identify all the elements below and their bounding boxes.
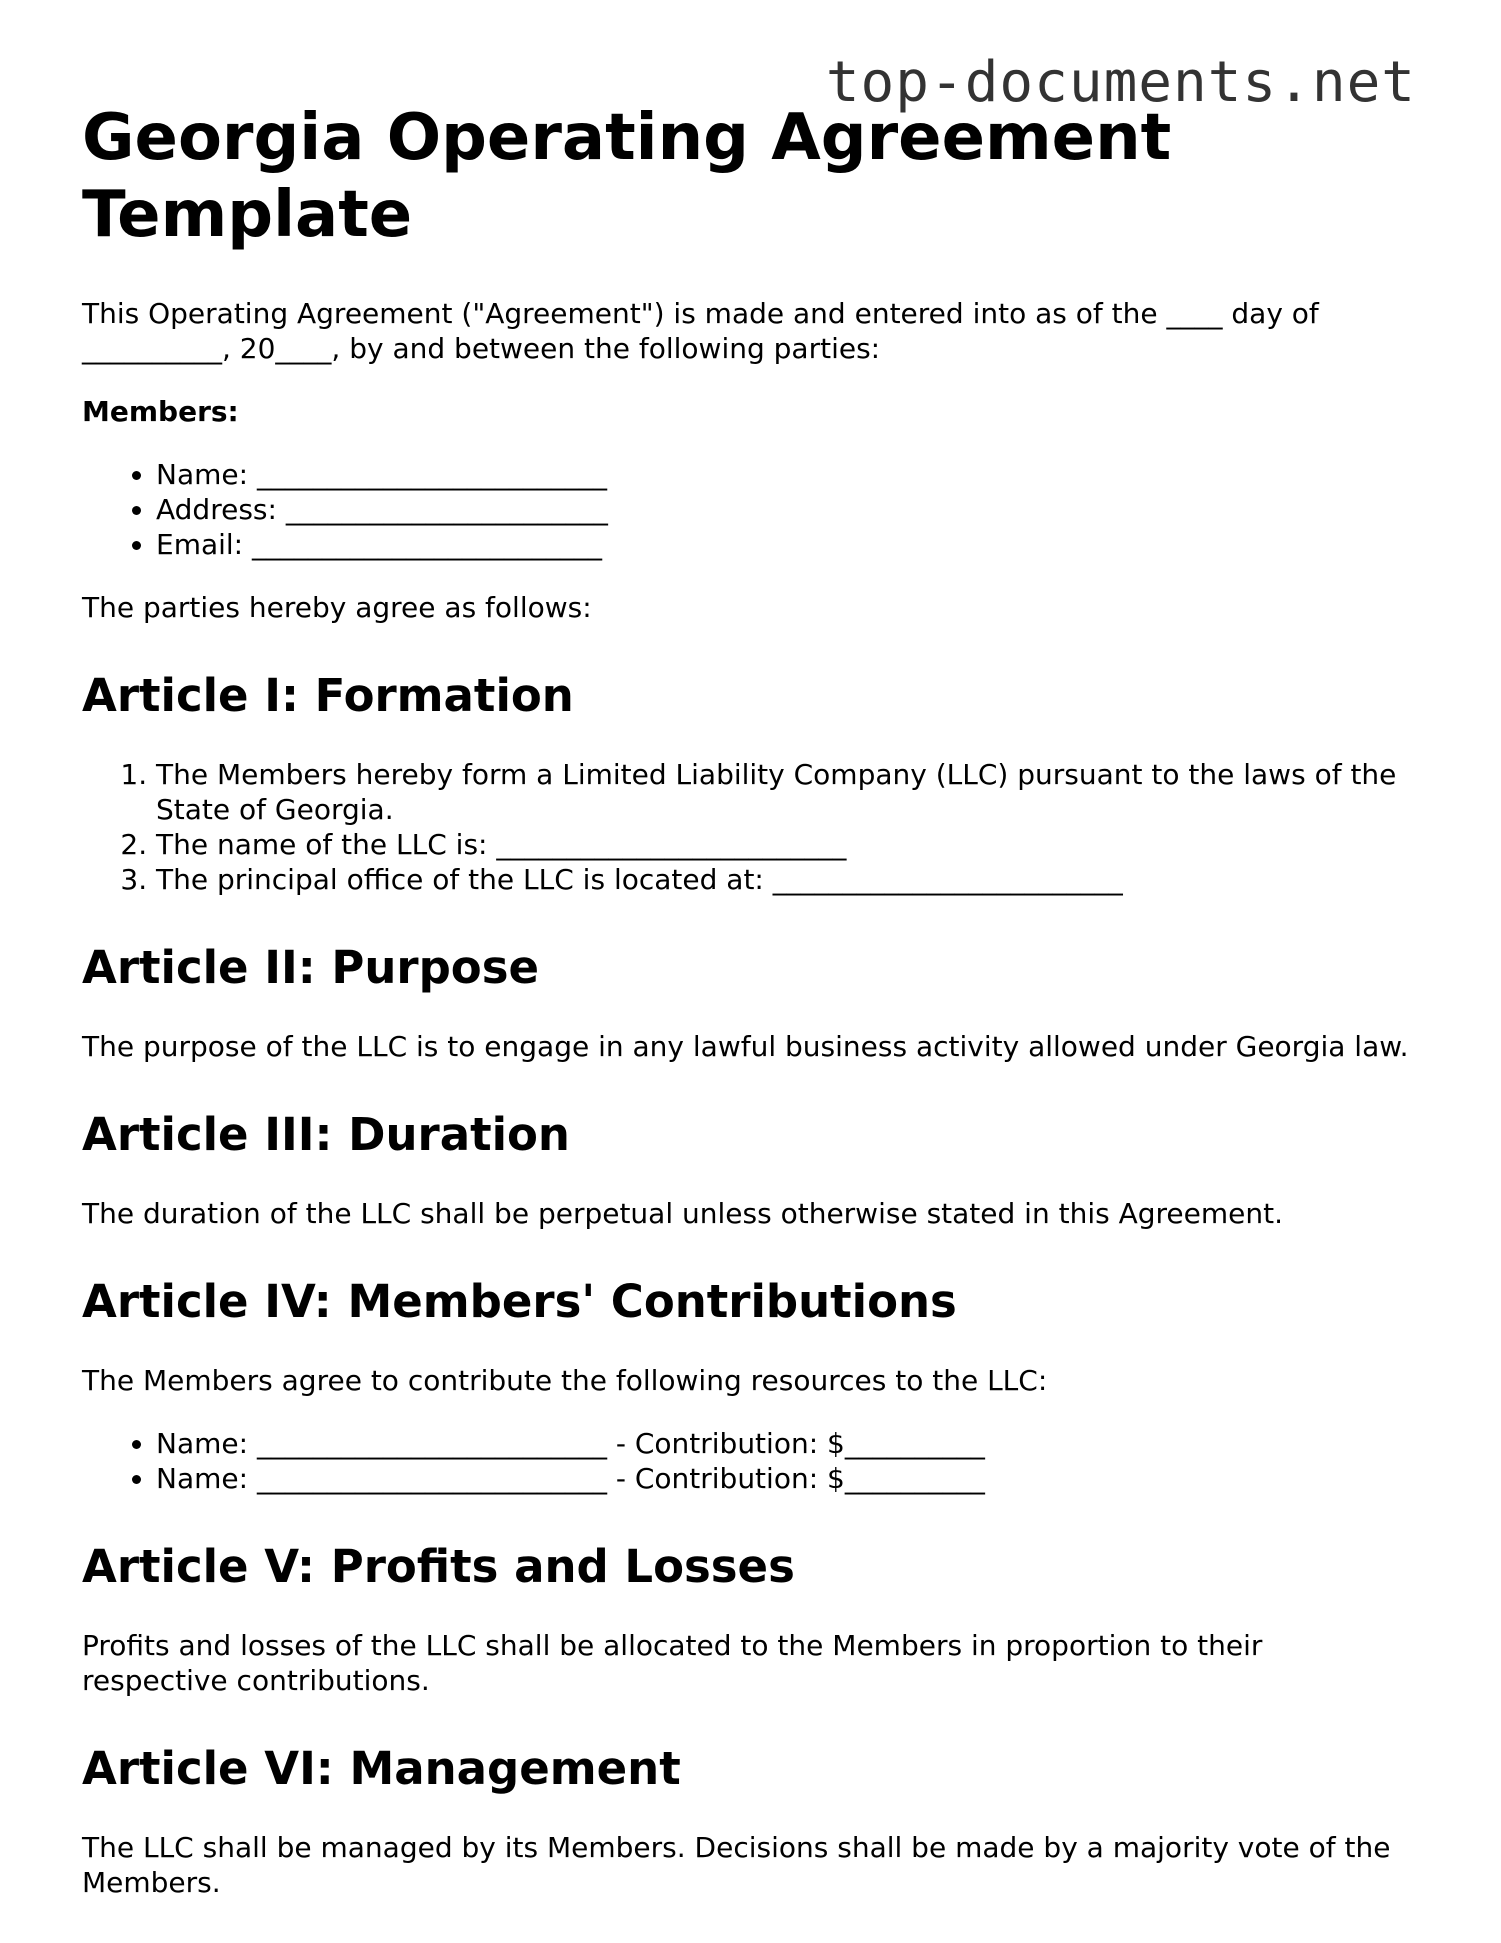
member-name-field: • Name: _________________________ xyxy=(156,457,1412,492)
contribution-item: • Name: _________________________ - Contribution: $__________ xyxy=(156,1426,1412,1461)
contributions-list xyxy=(82,1426,1412,1496)
article-6-heading: Article VI: Management xyxy=(82,1741,681,1795)
article-3-heading: Article III: Duration xyxy=(82,1107,570,1161)
member-email-field: • Email: _________________________ xyxy=(156,527,1412,562)
contribution-item: • Name: _________________________ - Contribution: $__________ xyxy=(156,1461,1412,1496)
article-1-heading: Article I: Formation xyxy=(82,668,574,722)
purpose-paragraph: The purpose of the LLC is to engage in any lawful business activity allowed under Georgia law. xyxy=(82,1029,1409,1063)
document-title: Georgia Operating Agreement Template xyxy=(82,101,1172,252)
formation-item: 1. The Members hereby form a Limited Liability Company (LLC) pursuant to the laws of the State of Georgia. xyxy=(156,757,1412,827)
article-2-heading: Article II: Purpose xyxy=(82,940,540,994)
intro-paragraph: This Operating Agreement ("Agreement") is made and entered into as of the ____ day of __________, 20____, by and between the following parties: xyxy=(82,296,1319,365)
member-address-field: • Address: _______________________ xyxy=(156,492,1412,527)
agree-paragraph: The parties hereby agree as follows: xyxy=(82,590,592,624)
formation-list xyxy=(82,757,1412,897)
members-list xyxy=(82,457,1412,562)
duration-paragraph: The duration of the LLC shall be perpetual unless otherwise stated in this Agreement. xyxy=(82,1196,1284,1230)
management-paragraph: The LLC shall be managed by its Members. Decisions shall be made by a majority vote of the Members. xyxy=(82,1830,1391,1899)
document-page xyxy=(82,100,1412,1928)
article-4-heading: Article IV: Members' Contributions xyxy=(82,1274,957,1328)
contributions-paragraph: The Members agree to contribute the following resources to the LLC: xyxy=(82,1363,1048,1397)
profits-paragraph: Profits and losses of the LLC shall be allocated to the Members in proportion to their respective contributions. xyxy=(82,1628,1263,1697)
formation-item: 2. The name of the LLC is: _________________________ xyxy=(156,827,1412,862)
article-5-heading: Article V: Profits and Losses xyxy=(82,1539,795,1593)
watermark: top-documents.net xyxy=(825,50,1416,115)
members-label: Members: xyxy=(82,394,239,428)
formation-item: 3. The principal office of the LLC is located at: _________________________ xyxy=(156,862,1412,897)
